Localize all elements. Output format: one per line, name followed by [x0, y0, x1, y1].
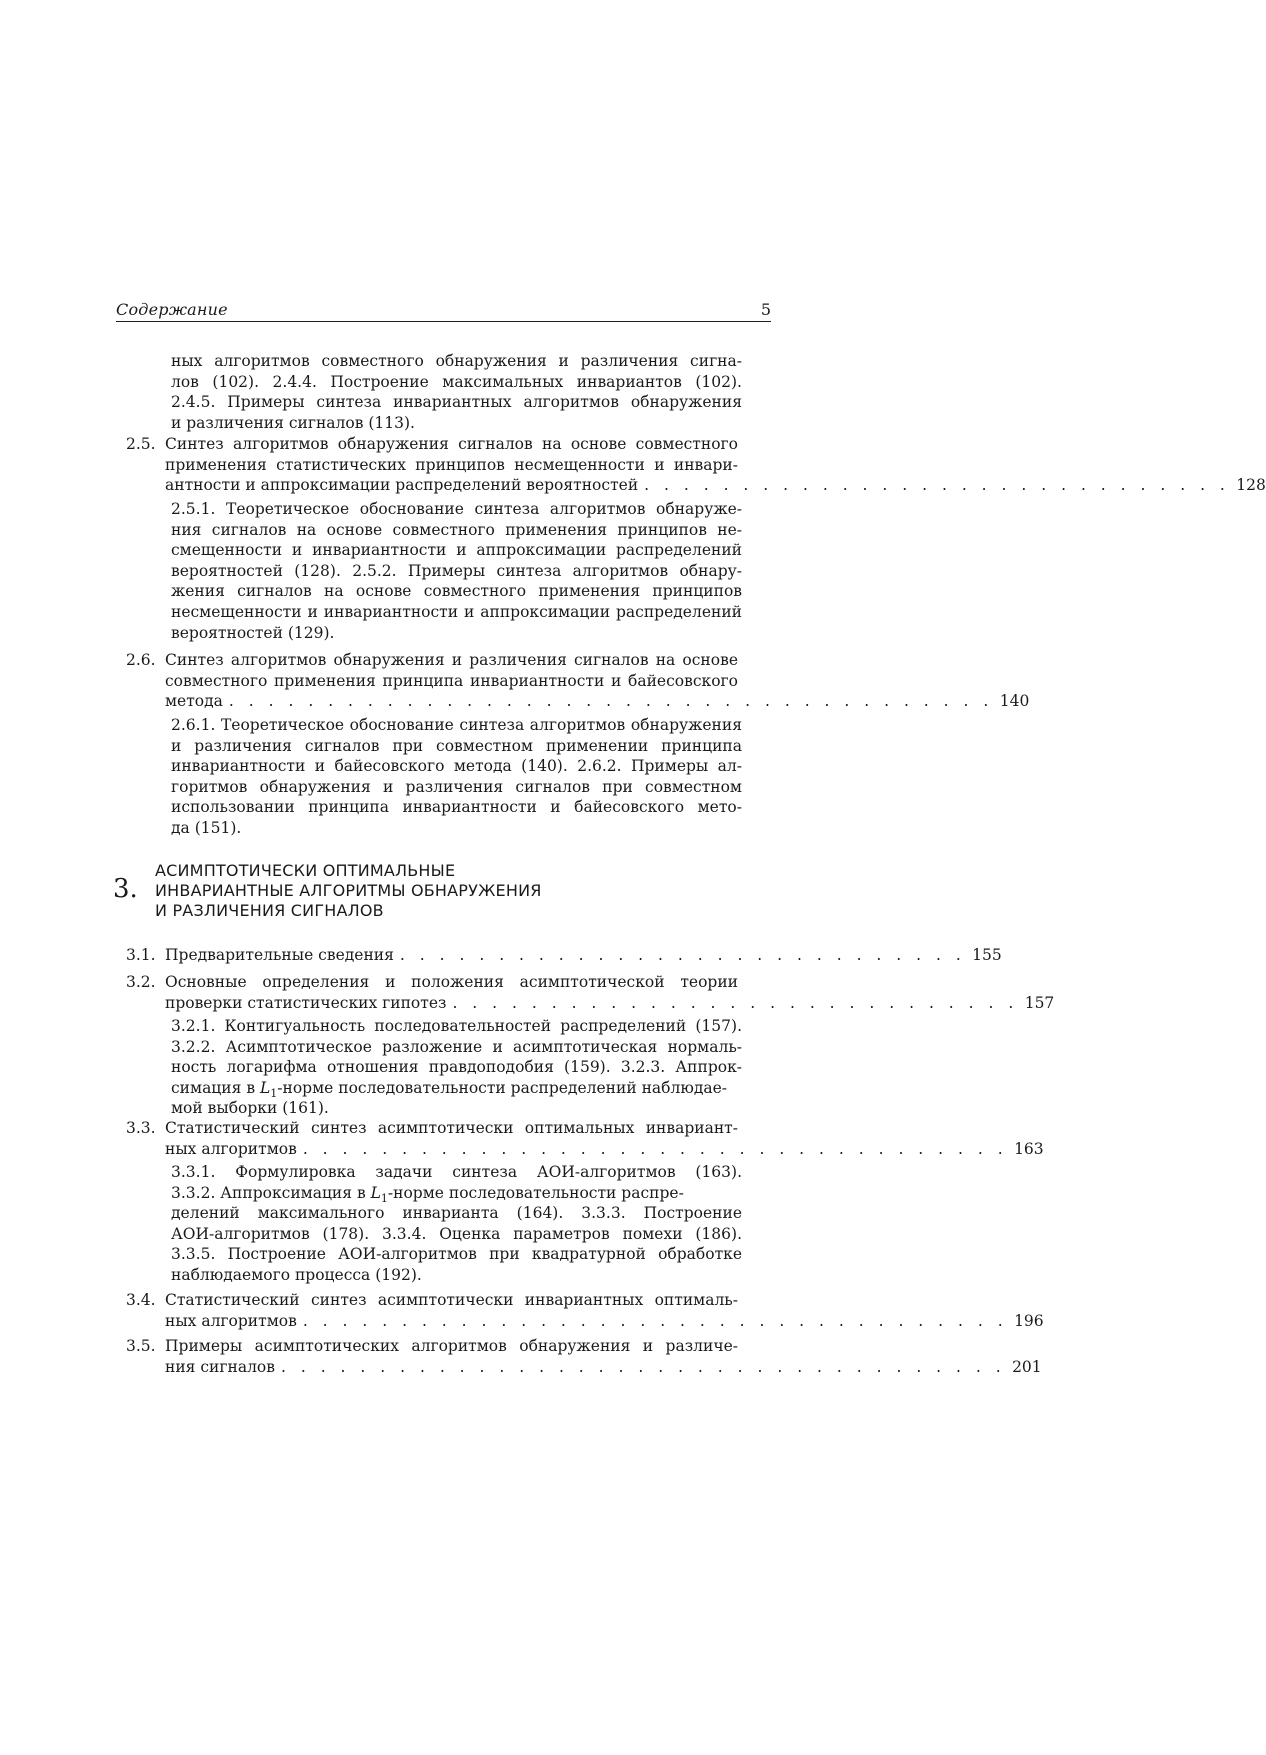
- entry-page: 128: [1236, 476, 1266, 495]
- entry-title-line: антности и аппроксимации распределений вероятностей: [165, 476, 639, 495]
- entry-page: 155: [972, 946, 1002, 964]
- continuation-block: [171, 351, 742, 433]
- leader-dots: . . . . . . . . . . . . . . . . . . . . . . . . . . . . . . . . . . . .: [302, 1311, 1008, 1330]
- text-fragment: 3.3.2. Аппроксимация в: [171, 1183, 371, 1202]
- text-line: [171, 1078, 742, 1099]
- entry-page: 140: [999, 692, 1030, 711]
- text-line: [171, 1183, 742, 1204]
- entry-title-line: проверки статистических гипотез: [165, 993, 447, 1012]
- entry-title-line: Статистический синтез асимптотически инвариантных оптималь-: [165, 1291, 738, 1309]
- text-line: несмещенности и инвариантности и аппроксимации распределений: [171, 602, 742, 621]
- entry-title-line: ных алгоритмов: [165, 1311, 297, 1330]
- text-line: 2.4.5. Примеры синтеза инвариантных алгоритмов обнаружения: [171, 393, 742, 412]
- leader-dots: . . . . . . . . . . . . . . . . . . . . . . . . . . . . .: [452, 993, 1019, 1012]
- math-symbol: L: [370, 1183, 381, 1202]
- entry-title-line: ния сигналов: [165, 1357, 275, 1376]
- text-line: смещенности и инвариантности и аппроксимации распределений: [171, 541, 742, 560]
- entry-leader-line: [165, 475, 1266, 496]
- entry-title-line: Синтез алгоритмов обнаружения и различения сигналов на основе: [165, 651, 738, 669]
- text-fragment: -норме последовательности распре-: [387, 1183, 684, 1202]
- entry-title-line: ных алгоритмов: [165, 1139, 297, 1158]
- entry-number: 3.5.: [126, 1337, 156, 1355]
- entry-number: 3.2.: [126, 973, 156, 991]
- entry-title-line: Статистический синтез асимптотически оптимальных инвариант-: [165, 1119, 738, 1137]
- text-line: вероятностей (129).: [171, 623, 335, 642]
- entry-page: 157: [1024, 993, 1055, 1012]
- text-line: использовании принципа инвариантности и байесовского мето-: [171, 798, 742, 817]
- text-line: и различения сигналов при совместном применении принципа: [171, 736, 742, 755]
- entry-title-line: Синтез алгоритмов обнаружения сигналов на основе совместного: [165, 435, 738, 453]
- text-line: 2.5.1. Теоретическое обоснование синтеза алгоритмов обнаруже-: [171, 500, 742, 518]
- chapter-title-line: АСИМПТОТИЧЕСКИ ОПТИМАЛЬНЫЕ: [155, 861, 456, 880]
- math-subscript: 1: [380, 1191, 388, 1205]
- entry-title-line: Примеры асимптотических алгоритмов обнаружения и различе-: [165, 1337, 738, 1355]
- entry-leader-line: [165, 1311, 1044, 1332]
- chapter-title-line: И РАЗЛИЧЕНИЯ СИГНАЛОВ: [155, 901, 384, 920]
- chapter-title-line: ИНВАРИАНТНЫЕ АЛГОРИТМЫ ОБНАРУЖЕНИЯ: [155, 881, 542, 900]
- text-line: 3.2.2. Асимптотическое разложение и асимптотическая нормаль-: [171, 1037, 742, 1056]
- entry-page: 163: [1014, 1139, 1044, 1158]
- entry-title-line: совместного применения принципа инвариантности и байесовского: [165, 671, 738, 690]
- text-line: инвариантности и байесовского метода (140). 2.6.2. Примеры ал-: [171, 757, 742, 776]
- entry-leader-line: [165, 691, 1030, 712]
- text-line: ния сигналов на основе совместного применения принципов не-: [171, 520, 742, 539]
- entry-title-line: Основные определения и положения асимптотической теории: [165, 973, 738, 991]
- leader-dots: . . . . . . . . . . . . . . . . . . . . . . . . . . . . .: [399, 946, 966, 964]
- chapter-number: 3.: [113, 874, 138, 904]
- entry-title-line: применения статистических принципов несмещенности и инвари-: [165, 455, 738, 474]
- entry-number: 3.1.: [126, 946, 156, 964]
- leader-dots: . . . . . . . . . . . . . . . . . . . . . . . . . . . . . . . . . . . .: [302, 1139, 1008, 1158]
- text-line: горитмов обнаружения и различения сигналов при совместном: [171, 777, 742, 796]
- math-symbol: L: [259, 1078, 271, 1097]
- entry-number: 2.5.: [126, 435, 156, 453]
- text-line: лов (102). 2.4.4. Построение максимальных инвариантов (102).: [171, 372, 742, 391]
- header-rule: [116, 321, 771, 322]
- entry-number: 3.3.: [126, 1119, 156, 1137]
- entry-leader-line: [165, 1357, 1042, 1378]
- subsection-list-2-5: [171, 499, 742, 643]
- text-line: 3.3.1. Формулировка задачи синтеза АОИ-алгоритмов (163).: [171, 1163, 742, 1181]
- entry-page: 196: [1014, 1311, 1044, 1330]
- subsection-list-3-3: [171, 1162, 742, 1286]
- text-line: ность логарифма отношения правдоподобия (159). 3.2.3. Аппрок-: [171, 1058, 742, 1077]
- entry-title-line: метода: [165, 692, 223, 711]
- header-page-number: 5: [760, 300, 771, 319]
- text-line: вероятностей (128). 2.5.2. Примеры синтеза алгоритмов обнару-: [171, 561, 742, 580]
- leader-dots: . . . . . . . . . . . . . . . . . . . . . . . . . . . . . . . . . . . . .: [280, 1357, 1006, 1376]
- math-subscript: 1: [270, 1086, 278, 1100]
- entry-number: 3.4.: [126, 1291, 156, 1309]
- entry-page: 201: [1012, 1357, 1042, 1376]
- running-header: [116, 300, 771, 322]
- entry-leader-line: [165, 945, 1002, 966]
- entry-title-line: Предварительные сведения: [165, 946, 394, 964]
- header-title: Содержание: [116, 300, 228, 319]
- text-line: жения сигналов на основе совместного применения принципов: [171, 582, 742, 601]
- text-line: наблюдаемого процесса (192).: [171, 1265, 422, 1284]
- text-line: 3.3.5. Построение АОИ-алгоритмов при квадратурной обработке: [171, 1245, 742, 1264]
- leader-dots: . . . . . . . . . . . . . . . . . . . . . . . . . . . . . .: [644, 476, 1230, 495]
- entry-leader-line: [165, 993, 1055, 1014]
- text-line: 3.2.1. Контигуальность последовательностей распределений (157).: [171, 1017, 742, 1035]
- text-line: ных алгоритмов совместного обнаружения и различения сигна-: [171, 352, 742, 370]
- text-line: да (151).: [171, 818, 242, 837]
- entry-number: 2.6.: [126, 651, 156, 669]
- text-line: АОИ-алгоритмов (178). 3.3.4. Оценка параметров помехи (186).: [171, 1224, 742, 1243]
- text-line: делений максимального инварианта (164). 3.3.3. Построение: [171, 1204, 742, 1223]
- text-line: и различения сигналов (113).: [171, 413, 415, 432]
- text-fragment: симация в: [171, 1078, 260, 1097]
- subsection-list-2-6: [171, 715, 742, 839]
- text-line: мой выборки (161).: [171, 1099, 329, 1118]
- chapter-title: [155, 861, 542, 921]
- text-fragment: -норме последовательности распределений наблюдае-: [277, 1078, 728, 1097]
- entry-leader-line: [165, 1139, 1044, 1160]
- leader-dots: . . . . . . . . . . . . . . . . . . . . . . . . . . . . . . . . . . . . . . .: [228, 692, 994, 711]
- text-line: 2.6.1. Теоретическое обоснование синтеза алгоритмов обнаружения: [171, 716, 742, 734]
- subsection-list-3-2: [171, 1016, 742, 1119]
